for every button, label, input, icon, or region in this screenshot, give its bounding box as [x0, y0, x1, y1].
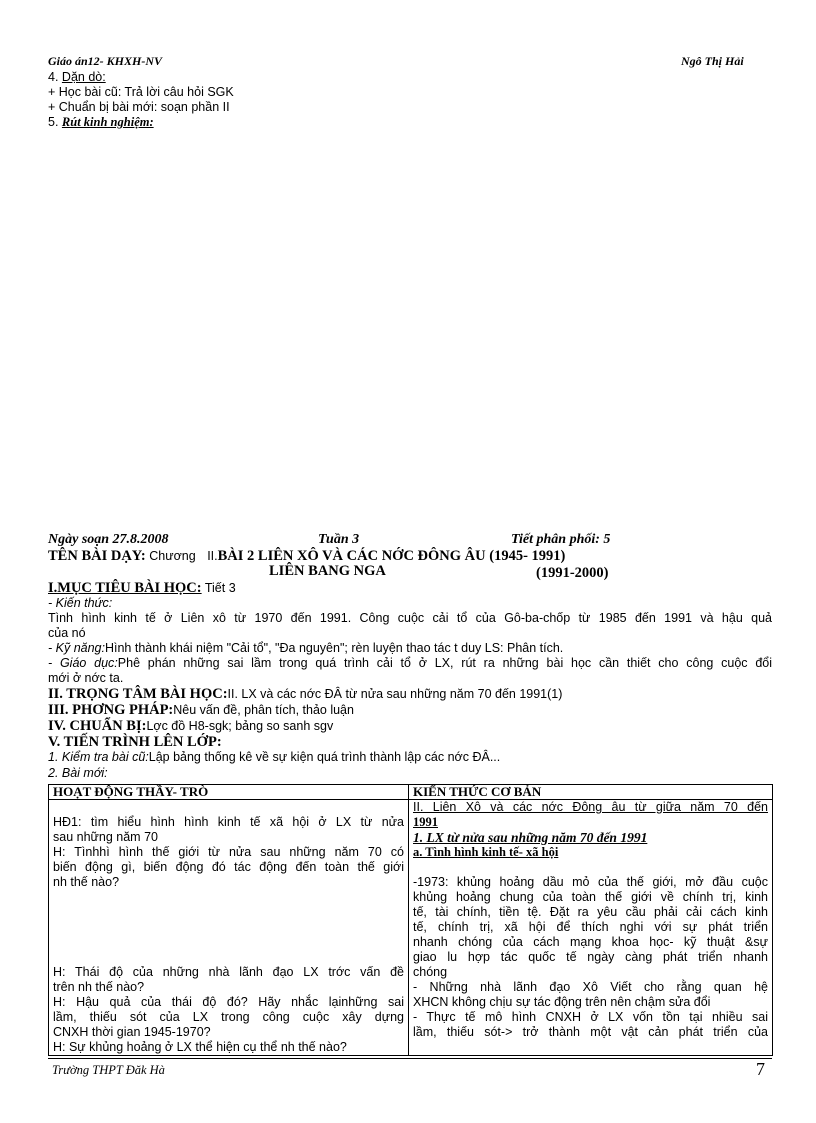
- method-text: Nêu vấn đề, phân tích, thảo luận: [173, 703, 354, 717]
- lesson-subtitle-right: (1991-2000): [536, 565, 609, 581]
- header-left: Giáo án12- KHXH-NV: [48, 54, 163, 68]
- period: Tiết phân phối: 5: [511, 532, 611, 547]
- review-heading: Rút kinh nghiệm:: [61, 115, 154, 129]
- knowledge-line: tế, tài chính, tiền tệ. Đặt ra yêu cầu phải cải cách kinh: [413, 905, 768, 919]
- preparation-row: [48, 718, 333, 735]
- activity-line: H: Hậu quả của thái độ đó? Hãy nhắc lạinhững sai: [53, 995, 404, 1009]
- skills-label: - Kỹ năng:: [48, 641, 105, 655]
- preparation-text: Lợc đồ H8-sgk; bảng so sanh sgv: [146, 719, 334, 733]
- lesson-table: [48, 784, 773, 1056]
- education-text: Phê phán những sai lầm trong quá trình cải tổ ở LX, rút ra những bài học cần thiết cho công cuộc đổi: [117, 656, 773, 670]
- activity-line: biến động gì, biến động đó tác động đến toàn thế giới: [53, 860, 404, 874]
- table-body-row: [49, 800, 773, 1056]
- education-label: - Giáo dục:: [48, 656, 118, 670]
- page-number: 7: [756, 1059, 765, 1079]
- activity-line: H: Tìnhhì hình thế giới từ nửa sau những năm 70 có: [53, 845, 404, 859]
- activities-cell: [49, 800, 409, 1056]
- knowledge-text-2: của nó: [48, 626, 86, 640]
- knowledge-line: - Những nhà lãnh đạo Xô Viết cho rằng quan hệ: [413, 980, 768, 994]
- objectives-row: [48, 580, 236, 597]
- knowledge-line-1: [48, 611, 772, 626]
- table-header-row: [49, 785, 773, 800]
- knowledge-line: XHCN không chịu sự tác động trên nên chậm sửa đổi: [413, 995, 711, 1009]
- week: Tuần 3: [318, 532, 360, 547]
- procedure-heading: V. TIẾN TRÌNH LÊN LỚP:: [48, 734, 222, 750]
- footer-school: Trường THPT Đăk Hà: [52, 1063, 165, 1077]
- knowledge-line: khủng hoảng chung của toàn thế giới về chính trị, kinh: [413, 890, 768, 904]
- knowledge-subsection: 1. LX từ nửa sau những năm 70 đến 1991: [413, 830, 648, 845]
- activity-line: lầm, thiếu sót của LX trong công cuộc xây dựng: [53, 1010, 404, 1024]
- objectives-extra: Tiết 3: [204, 581, 236, 595]
- activity-line: trên nh thế nào?: [53, 980, 145, 994]
- procedure-line-1: [48, 750, 500, 765]
- skills-row: [48, 641, 563, 656]
- activity-line: H: Thái độ của những nhà lãnh đạo LX trớc vấn đề: [53, 965, 404, 979]
- preparation-heading: IV. CHUẨN BỊ:: [48, 718, 147, 734]
- knowledge-section-heading-cont: 1991: [413, 815, 438, 829]
- knowledge-line: tế, chính trị, xã hội để thích nghi với sự phát triển: [413, 920, 768, 934]
- activity-line: sau những năm 70: [53, 830, 158, 844]
- knowledge-text-1: Tình hình kinh tế ở Liên xô từ 1970 đến 1991. Công cuộc cải tổ của Gô-ba-chốp từ 1985 đến 1991 và hậu quả: [48, 611, 772, 625]
- knowledge-line: -1973: khủng hoảng dầu mỏ của thế giới, mở đầu cuộc: [413, 875, 768, 889]
- activity-line: nh thế nào?: [53, 875, 120, 889]
- knowledge-line: - Thực tế mô hình CNXH ở LX vốn tồn tại nhiều sai: [413, 1010, 768, 1024]
- chapter-number: II.: [207, 549, 218, 563]
- prep-date: Ngày soạn 27.8.2008: [48, 532, 169, 547]
- focus-text: II. LX và các nớc ĐÂ từ nửa sau những năm 70 đến 1991(1): [227, 687, 563, 701]
- header-right: Ngô Thị Hải: [681, 54, 744, 68]
- lesson-title-label: TÊN BÀI DẠY:: [48, 548, 146, 564]
- focus-heading: II. TRỌNG TÂM BÀI HỌC:: [48, 686, 228, 702]
- method-row: [48, 702, 354, 719]
- activity-line: H: Sự khủng hoảng ở LX thể hiện cụ thể nh thế nào?: [53, 1040, 347, 1054]
- objectives-heading: I.MỤC TIÊU BÀI HỌC:: [48, 580, 202, 596]
- knowledge-section-heading: II. Liên Xô và các nớc Đông âu từ giữa năm 70 đến: [413, 800, 768, 814]
- knowledge-label: - Kiến thức:: [48, 596, 113, 610]
- footer-rule: [48, 1058, 772, 1059]
- new-lesson-label: 2. Bài mới:: [48, 766, 108, 780]
- top-line-4: [48, 115, 154, 130]
- education-text-2: mới ở nớc ta.: [48, 671, 124, 685]
- top-line-4-number: 5.: [48, 115, 59, 129]
- old-lesson-text: Lập bảng thống kê về sự kiện quá trình thành lập các nớc ĐÂ...: [148, 750, 501, 764]
- lesson-title-main: BÀI 2 LIÊN XÔ VÀ CÁC NỚC ĐÔNG ÂU (1945- 1991): [217, 548, 566, 564]
- lesson-subtitle-left: LIÊN BANG NGA: [269, 563, 386, 579]
- chapter-label: Chương: [149, 549, 196, 563]
- knowledge-cell: [409, 800, 773, 1056]
- activity-line: CNXH thời gian 1945-1970?: [53, 1025, 211, 1039]
- top-line-1: [48, 70, 106, 85]
- skills-text: Hình thành khái niệm "Cải tổ", "Đa nguyên"; rèn luyện thao tác t duy LS: Phân tích.: [104, 641, 564, 655]
- knowledge-subsection-a: a. Tình hình kinh tế- xã hội: [413, 845, 559, 859]
- knowledge-line: lầm, thiếu sót-> trở thành một vật cản phát triển của: [413, 1025, 768, 1039]
- homework-heading: Dặn dò:: [61, 70, 106, 84]
- education-row: [48, 656, 772, 671]
- old-lesson-label: 1. Kiểm tra bài cũ:: [48, 750, 149, 764]
- focus-row: [48, 686, 562, 703]
- knowledge-line: giao lu hợp tác quốc tế ngày càng phát triển nhanh: [413, 950, 768, 964]
- knowledge-line: nhanh chóng của cách mạng khoa học- kỹ thuật &sự: [413, 935, 768, 949]
- top-line-3: + Chuẩn bị bài mới: soạn phần II: [48, 100, 230, 114]
- activity-line: HĐ1: tìm hiểu hình hình kinh tế xã hội ở LX từ nửa: [53, 815, 404, 829]
- knowledge-line: chóng: [413, 965, 448, 979]
- top-line-2: + Học bài cũ: Trả lời câu hỏi SGK: [48, 85, 234, 99]
- col-teacher-student-header: HOẠT ĐỘNG THẦY- TRÒ: [49, 785, 409, 800]
- top-line-1-number: 4.: [48, 70, 59, 84]
- col-knowledge-header: KIẾN THỨC CƠ BẢN: [409, 785, 773, 800]
- method-heading: III. PHƠNG PHÁP:: [48, 702, 174, 718]
